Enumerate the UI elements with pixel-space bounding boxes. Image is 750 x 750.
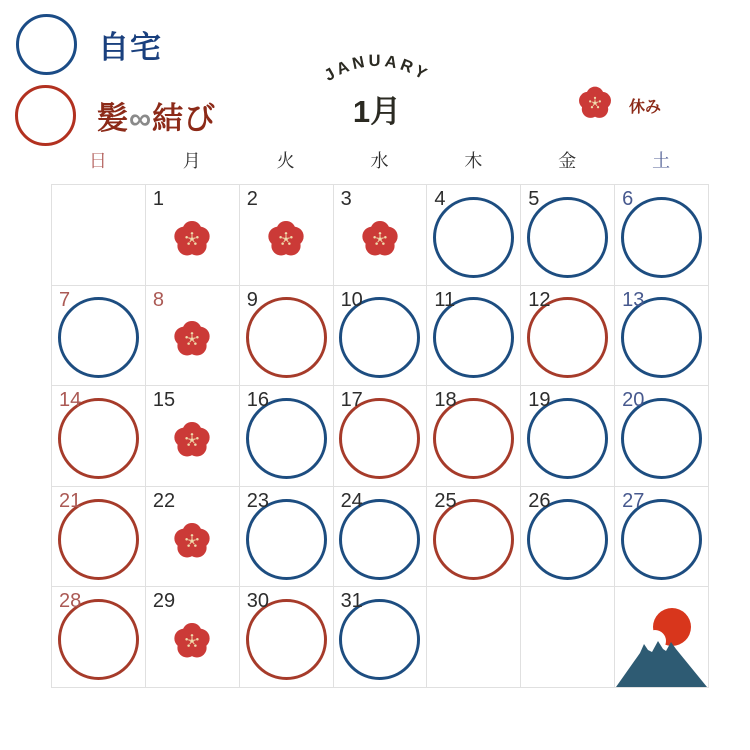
calendar-cell-16	[240, 386, 334, 487]
weekday-header-thursday: 木	[464, 151, 483, 171]
calendar-cell-2	[240, 185, 334, 286]
calendar-cell-15	[146, 386, 240, 487]
salon-label-prefix: 髪	[97, 101, 129, 136]
day-number: 28	[59, 590, 82, 613]
svg-text:JANUARY	[321, 52, 432, 85]
calendar-cell-empty	[521, 587, 615, 688]
day-number: 8	[152, 288, 164, 311]
day-number: 10	[340, 288, 363, 311]
holiday-flower-icon	[171, 419, 213, 461]
holiday-legend-label: 休み	[629, 99, 662, 116]
legend-item-salon	[15, 85, 216, 146]
salon-circle-icon	[15, 85, 76, 146]
day-number: 16	[246, 389, 269, 412]
day-number: 23	[246, 489, 269, 512]
salon-legend-label	[97, 93, 216, 138]
calendar-grid	[51, 184, 709, 688]
holiday-flower-icon	[171, 218, 213, 260]
calendar-cell-29	[146, 587, 240, 688]
day-number: 3	[340, 188, 352, 210]
day-number: 19	[528, 389, 551, 412]
holiday-flower-icon	[171, 318, 213, 360]
day-number: 31	[340, 590, 363, 613]
calendar-cell-27	[615, 487, 709, 588]
calendar-cell-14	[52, 386, 146, 487]
calendar-cell-24	[334, 487, 428, 588]
calendar-cell-11	[427, 286, 521, 387]
holiday-flower-icon	[171, 520, 213, 562]
calendar-cell-12	[521, 286, 615, 387]
day-number: 7	[59, 288, 71, 311]
weekday-header-saturday: 土	[652, 151, 671, 171]
day-number: 26	[528, 489, 551, 512]
mount-fuji-illustration	[615, 587, 708, 687]
day-number: 9	[246, 288, 258, 311]
weekday-header-monday: 月	[182, 151, 201, 171]
infinity-icon: ∞	[129, 101, 153, 136]
calendar-cell-25	[427, 487, 521, 588]
weekday-header-row	[51, 147, 708, 173]
day-number: 24	[340, 489, 363, 512]
day-number: 11	[434, 288, 456, 311]
month-title: 1月	[352, 94, 402, 129]
holiday-flower-icon	[359, 218, 401, 260]
day-number: 20	[622, 389, 645, 412]
day-number: 14	[59, 389, 82, 412]
day-number: 12	[528, 288, 551, 311]
weekday-header-sunday: 日	[88, 151, 107, 171]
calendar-cell-4	[427, 185, 521, 286]
calendar-cell-26	[521, 487, 615, 588]
calendar-cell-20	[615, 386, 709, 487]
salon-label-suffix: 結び	[152, 101, 217, 136]
day-number: 2	[246, 188, 258, 210]
day-number: 1	[152, 188, 164, 210]
legend-item-home	[16, 14, 162, 75]
day-number: 25	[434, 489, 457, 512]
day-number: 18	[434, 389, 457, 412]
home-circle-icon	[16, 14, 77, 75]
calendar-cell-1	[146, 185, 240, 286]
day-number: 22	[152, 489, 176, 512]
day-number: 4	[434, 188, 446, 210]
weekday-header-friday: 金	[558, 151, 577, 171]
calendar-cell-5	[521, 185, 615, 286]
calendar-cell-3	[334, 185, 428, 286]
holiday-flower-slot	[576, 84, 614, 127]
calendar-cell-18	[427, 386, 521, 487]
day-number: 6	[622, 188, 634, 210]
calendar-cell-empty	[615, 587, 709, 688]
calendar-cell-21	[52, 487, 146, 588]
calendar-cell-23	[240, 487, 334, 588]
day-number: 17	[340, 389, 363, 412]
holiday-flower-icon	[265, 218, 307, 260]
calendar-cell-6	[615, 185, 709, 286]
home-legend-label: 自宅	[98, 30, 162, 65]
calendar-cell-empty	[427, 587, 521, 688]
weekday-header-wednesday: 水	[370, 151, 389, 171]
day-number: 30	[246, 590, 269, 613]
day-number: 27	[622, 489, 645, 512]
legend-item-holiday	[576, 84, 661, 127]
calendar-cell-empty	[52, 185, 146, 286]
calendar-cell-10	[334, 286, 428, 387]
calendar-cell-17	[334, 386, 428, 487]
calendar-cell-22	[146, 487, 240, 588]
calendar-cell-30	[240, 587, 334, 688]
calendar-cell-7	[52, 286, 146, 387]
holiday-flower-icon	[576, 84, 614, 122]
weekday-header-tuesday: 火	[276, 151, 295, 171]
calendar-cell-8	[146, 286, 240, 387]
holiday-flower-icon	[171, 620, 213, 662]
calendar-cell-19	[521, 386, 615, 487]
month-header	[287, 36, 467, 131]
day-number: 15	[152, 389, 176, 412]
day-number: 13	[622, 288, 645, 311]
day-number: 21	[59, 489, 82, 512]
month-name-en: JANUARY	[321, 51, 433, 85]
calendar-cell-28	[52, 587, 146, 688]
day-number: 29	[152, 590, 176, 613]
calendar-cell-13	[615, 286, 709, 387]
calendar-cell-9	[240, 286, 334, 387]
day-number: 5	[528, 188, 540, 210]
calendar-cell-31	[334, 587, 428, 688]
